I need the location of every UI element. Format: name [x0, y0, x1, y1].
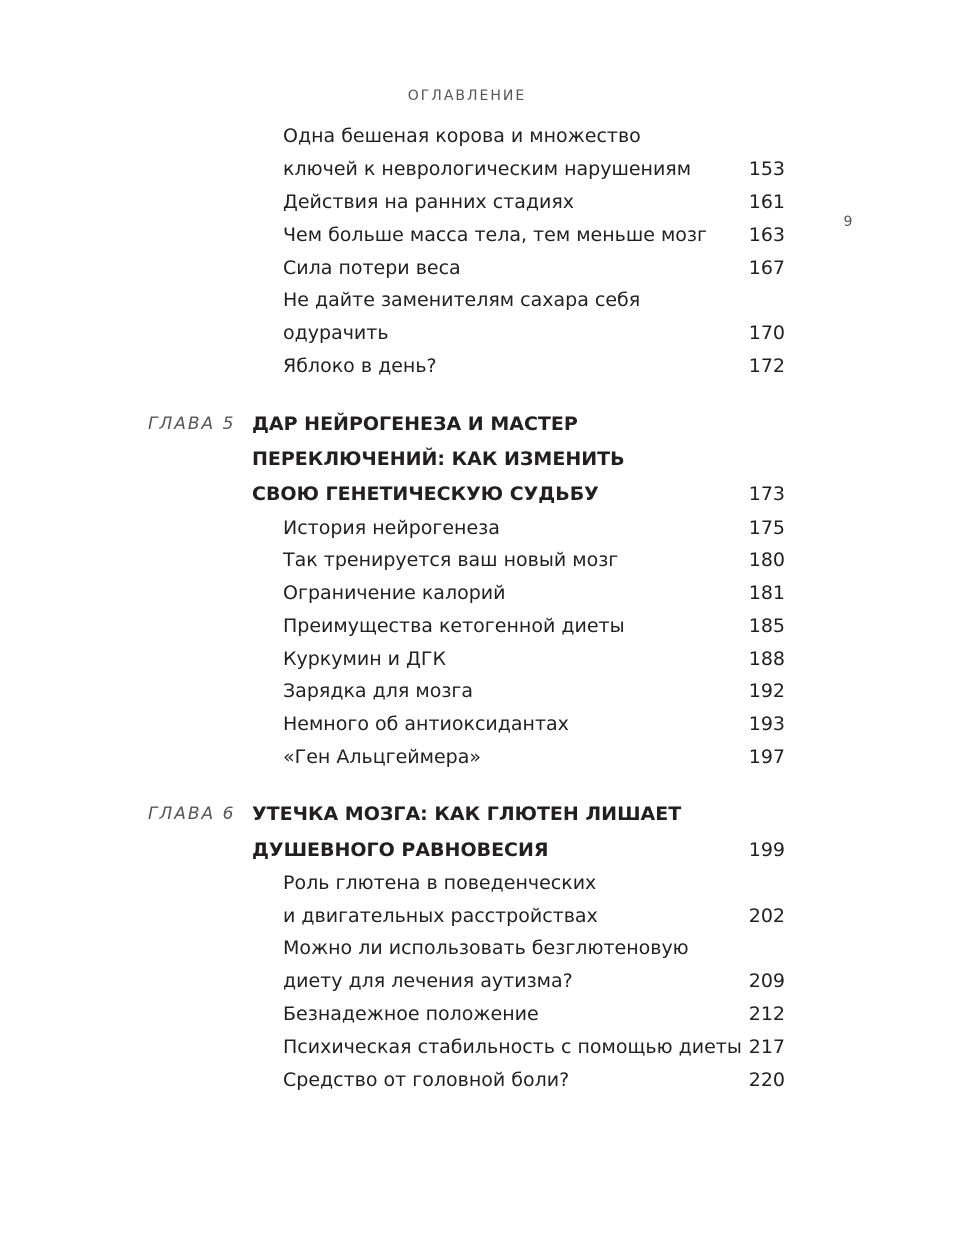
toc-entry-page: 172 [748, 355, 785, 377]
toc-entry-title: Преимущества кетогенной диеты [283, 615, 625, 637]
toc-entry-title: Сила потери веса [283, 257, 461, 279]
toc-entry-page: 188 [748, 648, 785, 670]
toc-entry-title: Чем больше масса тела, тем меньше мозг [283, 224, 707, 246]
toc-entry-page: 153 [748, 158, 785, 180]
toc-entry-page: 181 [748, 582, 785, 604]
toc-entry-title: Можно ли использовать безглютеновую [283, 937, 689, 959]
chapter-page: 173 [748, 483, 785, 505]
toc-entry-title: диету для лечения аутизма? [283, 970, 573, 992]
toc-entry-page: 170 [748, 322, 785, 344]
toc-entry-title: «Ген Альцгеймера» [283, 746, 482, 768]
toc-entry-title: Психическая стабильность с помощью диеты [283, 1036, 742, 1058]
page-number: 9 [843, 214, 853, 230]
chapter-page: 199 [748, 839, 785, 861]
chapter-title: ПЕРЕКЛЮЧЕНИЙ: КАК ИЗМЕНИТЬ [252, 448, 625, 470]
toc-entry-page: 202 [748, 905, 785, 927]
toc-entry-page: 220 [748, 1069, 785, 1091]
toc-entry-title: Не дайте заменителям сахара себя [283, 289, 641, 311]
toc-entry-title: История нейрогенеза [283, 517, 500, 539]
chapter-title: ДАР НЕЙРОГЕНЕЗА И МАСТЕР [252, 413, 578, 435]
toc-entry-page: 185 [748, 615, 785, 637]
toc-entry-page: 209 [748, 970, 785, 992]
toc-entry-title: ключей к неврологическим нарушениям [283, 158, 692, 180]
toc-entry-title: и двигательных расстройствах [283, 905, 598, 927]
toc-entry-title: Так тренируется ваш новый мозг [283, 549, 619, 571]
toc-entry-title: Средство от головной боли? [283, 1069, 570, 1091]
toc-entry-title: одурачить [283, 322, 389, 344]
chapter-title: ДУШЕВНОГО РАВНОВЕСИЯ [252, 839, 549, 861]
toc-entry-title: Безнадежное положение [283, 1003, 539, 1025]
toc-entry-title: Куркумин и ДГК [283, 648, 446, 670]
toc-entry-page: 180 [748, 549, 785, 571]
toc-entry-page: 197 [748, 746, 785, 768]
running-head: ОГЛАВЛЕНИЕ [407, 88, 527, 104]
toc-entry-page: 161 [748, 191, 785, 213]
toc-entry-title: Действия на ранних стадиях [283, 191, 575, 213]
toc-entry-title: Яблоко в день? [283, 355, 437, 377]
toc-entry-page: 163 [748, 224, 785, 246]
chapter-label: ГЛАВА 5 [148, 414, 236, 434]
toc-entry-title: Одна бешеная корова и множество [283, 125, 641, 147]
toc-entry-page: 217 [748, 1036, 785, 1058]
toc-entry-title: Немного об антиоксидантах [283, 713, 569, 735]
chapter-title: УТЕЧКА МОЗГА: КАК ГЛЮТЕН ЛИШАЕТ [252, 803, 682, 825]
chapter-label: ГЛАВА 6 [148, 804, 236, 824]
toc-entry-page: 192 [748, 680, 785, 702]
chapter-title: СВОЮ ГЕНЕТИЧЕСКУЮ СУДЬБУ [252, 483, 599, 505]
toc-entry-title: Ограничение калорий [283, 582, 506, 604]
toc-entry-page: 175 [748, 517, 785, 539]
toc-entry-title: Роль глютена в поведенческих [283, 872, 597, 894]
toc-entry-title: Зарядка для мозга [283, 680, 474, 702]
toc-entry-page: 193 [748, 713, 785, 735]
toc-entry-page: 167 [748, 257, 785, 279]
toc-entry-page: 212 [748, 1003, 785, 1025]
